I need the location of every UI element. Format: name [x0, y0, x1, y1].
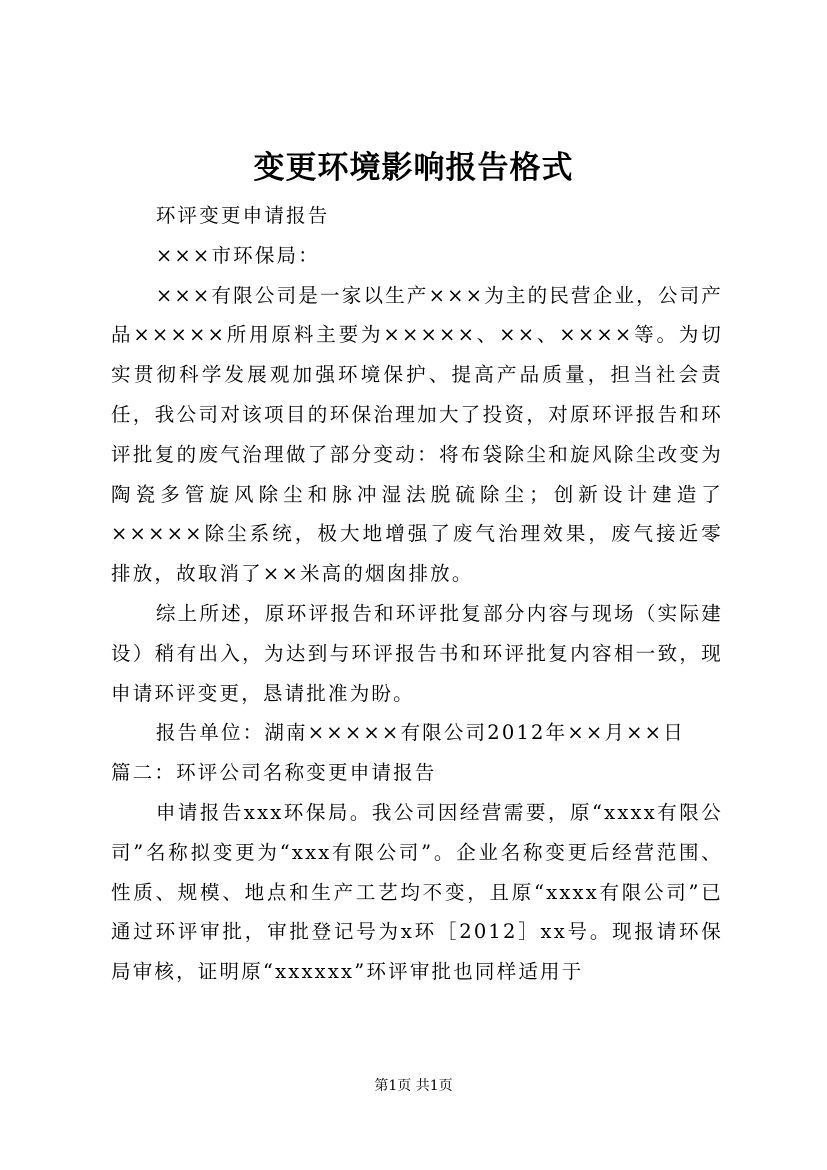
document-body	[111, 196, 723, 992]
paragraph-salutation: ×××市环保局：	[155, 243, 320, 267]
paragraph-company-description: ×××有限公司是一家以生产×××为主的民营企业，公司产品×××××所用原料主要为×××××、××、××××等。为切实贯彻科学发展观加强环境保护、提高产品质量，担当社会责任，我公司对该项目的环保治理加大了投资，对原环评报告和环评批复的废气治理做了部分变动：将布袋除尘和旋风除尘改变为陶瓷多管旋风除尘和脉冲湿法脱硫除尘；创新设计建造了×××××除尘系统，极大地增强了废气治理效果，废气接近零排放，故取消了××米高的烟囱排放。	[111, 283, 723, 586]
page-footer: 第1页 共1页	[374, 1078, 453, 1094]
paragraph-heading: 环评变更申请报告	[155, 204, 330, 227]
paragraph-name-change-request: 申请报告xxx环保局。我公司因经营需要，原“xxxx有限公司”名称拟变更为“xxx有限公司”。企业名称变更后经营范围、性质、规模、地点和生产工艺均不变，且原“xxxx有限公司”已通过环评审批，审批登记号为x环［2012］xx号。现报请环保局审核，证明原“xxxxxx”环评审批也同样适用于	[111, 800, 723, 984]
paragraph-summary: 综上所述，原环评报告和环评批复部分内容与现场（实际建设）稍有出入，为达到与环评报告书和环评批复内容相一致，现申请环评变更，恳请批准为盼。	[111, 601, 723, 705]
document-title: 变更环境影响报告格式	[253, 150, 574, 186]
paragraph-report-unit: 报告单位：湖南×××××有限公司2012年××月××日	[155, 721, 685, 745]
paragraph-section-two-heading: 篇二：环评公司名称变更申请报告	[111, 761, 437, 785]
